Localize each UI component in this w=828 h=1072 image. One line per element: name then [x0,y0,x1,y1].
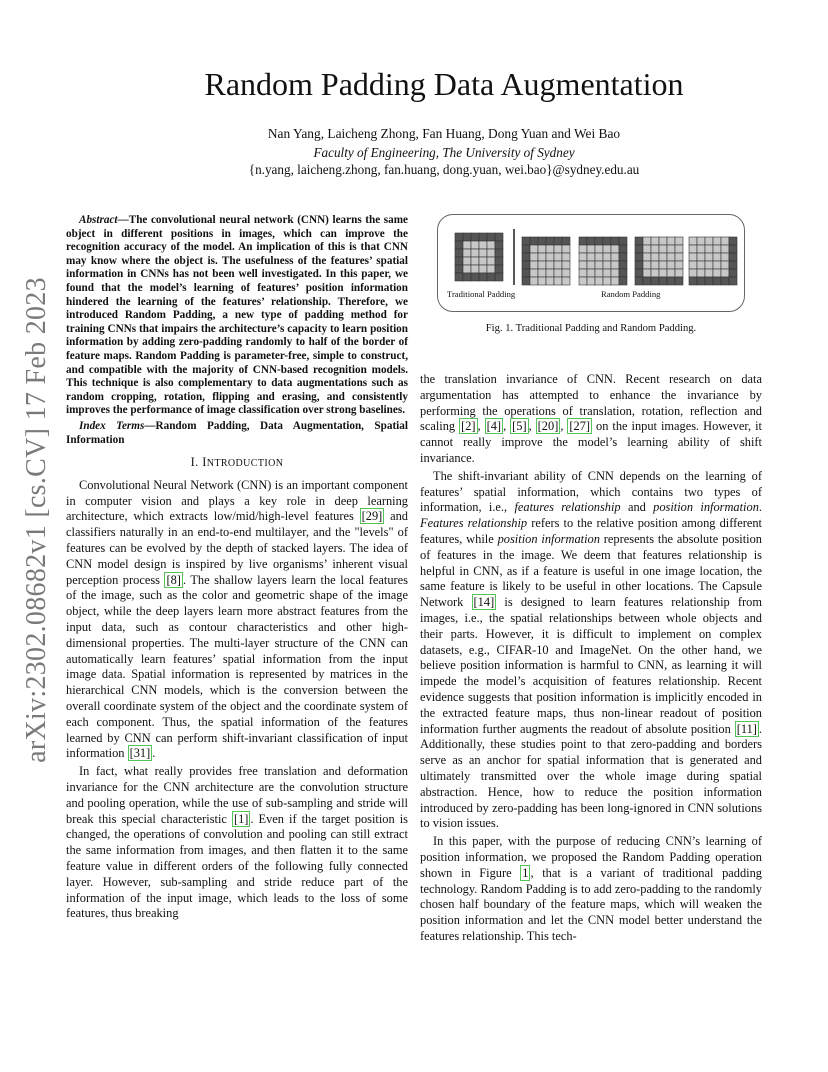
padding-cell [455,249,463,257]
feature-cell [471,265,479,273]
feature-cell [689,245,697,253]
padding-cell [635,237,643,245]
padding-cell [495,241,503,249]
padding-cell [595,237,603,245]
abstract: Abstract—The convolutional neural network (CNN) learns the same object in different positions in images, which can improve the recognition accuracy of the model. An implication of this is that CNN may know where the object is. The usefulness of the features’ spatial information in CNNs has not been well investigated. In this paper, we found that the model’s learning of features’ position information hindered the learning of the features’ relationship. Therefore, we introduced Random Padding, a new type of padding method for training CNNs that impairs the architecture’s capacity to learn position information by adding zero-padding randomly to half of the border of feature maps. Random Padding is parameter-free, simple to construct, and compatible with the majority of CNN-based recognition models. This technique is also complementary to data augmentations such as random cropping, rotation, flipping and erasing, and consistently improves the performance of image classification over strong baselines. [66,214,408,417]
section-heading-introduction: I. INTRODUCTION [190,455,284,470]
feature-cell [651,253,659,261]
feature-cell [675,261,683,269]
padding-cell [611,237,619,245]
feature-cell [643,253,651,261]
intro-paragraph-1: Convolutional Neural Network (CNN) is an important component in computer vision and plays a key role in deep learning architecture, which extracts low/mid/high-level features [29] and classifiers naturally in an end-to-end multilayer, and the "levels" of features can be evolved by the depth of stacked layers. The idea of CNN model design is inspired by live organisms’ inherent visual perception process [8] . The shallow layers learn the local features of the image, such as the color and geometric shape of the image object, while the deep layers learn more abstract features from the input data, such as contour characteristics and other high-dimensional properties. The multi-layer structure of the CNN can automatically learn features’ spatial information from the input image data. Spatial information is represented by matrices in the hierarchical CNN models, which is the conversion between the overall coordinate system of the object and the coordinate system of each component. Thus, the spatial information of the features learned by CNN can perform shift-invariant classification of input information [31] . [66,477,408,761]
feature-cell [651,269,659,277]
feature-cell [538,269,546,277]
padding-cell [487,233,495,241]
paper-title: Random Padding Data Augmentation [204,66,684,102]
figure-1-padding-diagram [437,214,745,312]
feature-cell [471,257,479,265]
padding-cell [643,277,651,285]
feature-cell [538,277,546,285]
padding-cell [603,237,611,245]
feature-cell [651,237,659,245]
feature-cell [463,249,471,257]
author-emails: {n.yang, laicheng.zhong, fan.huang, dong.yuan, wei.bao}@sydney.edu.au [248,162,640,177]
feature-cell [697,269,705,277]
feature-cell [562,245,570,253]
citation-link[interactable]: [27] [569,419,591,434]
feature-cell [659,261,667,269]
feature-cell [689,269,697,277]
feature-cell [603,245,611,253]
feature-cell [530,245,538,253]
feature-cell [530,261,538,269]
feature-cell [667,253,675,261]
padding-cell [463,273,471,281]
feature-cell [562,261,570,269]
feature-cell [487,257,495,265]
padding-cell [587,237,595,245]
feature-cell [595,269,603,277]
feature-cell [643,245,651,253]
padding-cell [729,237,737,245]
feature-cell [487,241,495,249]
padding-cell [471,233,479,241]
affiliation: Faculty of Engineering, The University of Sydney [313,145,575,160]
padding-cell [619,261,627,269]
figure-link[interactable]: 1 [522,865,529,880]
random-padding-label: Random Padding [601,289,661,299]
feature-cell [667,269,675,277]
feature-cell [595,277,603,285]
feature-cell [713,269,721,277]
padding-cell [729,253,737,261]
padding-cell [471,273,479,281]
feature-cell [689,253,697,261]
feature-cell [463,241,471,249]
feature-cell [595,245,603,253]
padding-cell [546,237,554,245]
feature-cell [479,241,487,249]
feature-cell [562,253,570,261]
padding-cell [495,249,503,257]
padding-cell [455,273,463,281]
padding-cell [619,253,627,261]
feature-cell [595,261,603,269]
feature-cell [651,261,659,269]
random-padding-grid-3 [635,237,683,285]
padding-cell [455,233,463,241]
index-terms: Index Terms—Random Padding, Data Augmentation, Spatial Information [66,419,408,446]
feature-cell [659,245,667,253]
figure-1-caption: Fig. 1. Traditional Padding and Random Padding. [485,323,697,334]
citation-link[interactable]: [11] [736,721,757,736]
feature-cell [713,261,721,269]
feature-cell [689,261,697,269]
padding-cell [721,277,729,285]
feature-cell [651,245,659,253]
padding-cell [522,245,530,253]
feature-cell [611,261,619,269]
traditional-padding-grid [455,233,503,281]
feature-cell [538,253,546,261]
padding-cell [619,237,627,245]
feature-cell [479,257,487,265]
padding-cell [479,273,487,281]
feature-cell [487,249,495,257]
feature-cell [697,245,705,253]
feature-cell [546,269,554,277]
padding-cell [562,237,570,245]
feature-cell [579,245,587,253]
padding-cell [619,245,627,253]
feature-cell [659,253,667,261]
padding-cell [651,277,659,285]
feature-cell [546,261,554,269]
feature-cell [562,269,570,277]
feature-cell [659,269,667,277]
feature-cell [675,269,683,277]
padding-cell [635,261,643,269]
feature-cell [587,277,595,285]
padding-cell [635,277,643,285]
feature-cell [587,261,595,269]
citation-link[interactable]: [20] [537,419,559,434]
feature-cell [471,241,479,249]
feature-cell [579,269,587,277]
feature-cell [579,261,587,269]
feature-cell [667,245,675,253]
padding-cell [729,277,737,285]
citation-link[interactable]: [5] [512,419,527,434]
padding-cell [635,245,643,253]
padding-cell [495,273,503,281]
padding-cell [455,257,463,265]
padding-cell [522,253,530,261]
feature-cell [697,237,705,245]
feature-cell [721,261,729,269]
feature-cell [659,237,667,245]
intro-paragraph-3: the translation invariance of CNN. Recent research on data argumentation has attempted to enhance the invariance by performing the operations of translation, rotation, reflection and scaling [2] , [4] , [5] , [20] , [27] on the input images. However, it cannot really improve the model’s learning ability of shift invariance. [420,372,762,465]
feature-cell [713,245,721,253]
padding-cell [729,269,737,277]
feature-cell [554,261,562,269]
padding-cell [729,261,737,269]
feature-cell [705,253,713,261]
feature-cell [705,269,713,277]
feature-cell [554,245,562,253]
feature-cell [705,237,713,245]
feature-cell [595,253,603,261]
feature-cell [675,237,683,245]
feature-cell [587,253,595,261]
random-padding-grid-4 [689,237,737,285]
feature-cell [463,265,471,273]
padding-cell [667,277,675,285]
padding-cell [619,277,627,285]
feature-cell [603,261,611,269]
feature-cell [611,245,619,253]
feature-cell [487,265,495,273]
traditional-padding-label: Traditional Padding [447,289,516,299]
padding-cell [635,269,643,277]
intro-paragraph-5: In this paper, with the purpose of reducing CNN’s learning of position information, we proposed the Random Padding operation shown in Figure 1 , that is a variant of traditional padding technology. Random Padding is to add zero-padding to the randomly chosen half boundary of the feature maps, which will weaken the position information and let the CNN model better understand the features relationship. This tech- [420,834,762,943]
padding-cell [495,233,503,241]
padding-cell [522,277,530,285]
feature-cell [554,269,562,277]
feature-cell [611,277,619,285]
feature-cell [463,257,471,265]
feature-cell [705,261,713,269]
feature-cell [611,269,619,277]
padding-cell [522,269,530,277]
feature-cell [479,249,487,257]
author-list: Nan Yang, Laicheng Zhong, Fan Huang, Dong Yuan and Wei Bao [267,126,621,141]
padding-cell [659,277,667,285]
feature-cell [546,245,554,253]
padding-cell [530,237,538,245]
padding-cell [689,277,697,285]
feature-cell [471,249,479,257]
padding-cell [729,245,737,253]
feature-cell [603,253,611,261]
arxiv-identifier: arXiv:2302.08682v1 [cs.CV] 17 Feb 2023 [21,277,52,763]
padding-cell [455,265,463,273]
padding-cell [538,237,546,245]
padding-cell [522,237,530,245]
feature-cell [579,253,587,261]
intro-paragraph-2: In fact, what really provides free translation and deformation invariance for the CNN architecture are the convolution structure and pooling operation, while the use of sub-sampling and stride will break this special characteristic [1] . Even if the target position is changed, the operations of convolution and pooling can still extract the same information from images, and then flatten it to the same feature value in different orders of the following fully connected layer. However, sub-sampling and stride reduce part of the information of the input image, which leads to the loss of some features, thus breaking [66,764,408,921]
feature-cell [538,245,546,253]
left-column [66,214,408,922]
feature-cell [530,253,538,261]
feature-cell [667,261,675,269]
feature-cell [587,269,595,277]
padding-cell [463,233,471,241]
padding-cell [635,253,643,261]
padding-cell [495,257,503,265]
citation-link[interactable]: [2] [461,419,476,434]
feature-cell [697,253,705,261]
feature-cell [689,237,697,245]
padding-cell [675,277,683,285]
padding-cell [619,269,627,277]
feature-cell [603,269,611,277]
feature-cell [721,253,729,261]
padding-cell [713,277,721,285]
feature-cell [579,277,587,285]
citation-link[interactable]: [8] [166,572,181,587]
padding-cell [479,233,487,241]
feature-cell [554,277,562,285]
intro-paragraph-4: The shift-invariant ability of CNN depends on the learning of features’ spatial information, which contains two types of information, i.e., features relationship and position information. Features relationship refers to the relative position among different features, while position information represents the absolute position of features in the image. We deem that features relationship is helpful in CNN, as if a feature is useful in one image location, the same feature is likely to be useful in other locations. The Capsule Network [14] is designed to learn features relationship from images, i.e., the spatial relationships between whole objects and their parts. However, it is difficult to implement on complex datasets, e.g., CIFAR-10 and ImageNet. On the other hand, we believe position information is harmful to CNN, as learning it will impede the model’s acquisition of features relationship. Recent evidence suggests that position information is implicitly encoded in the extracted feature maps, thus non-linear readout of position information further augments the readout of absolute position [11] . Additionally, these studies point to that zero-padding and borders serve as an anchor for spatial information that is generated and ultimately transmitted over the whole image during spatial abstraction. Hence, how to reduce the position information introduced by zero-padding has been long-ignored in CNN solutions to vision issues. [420,468,763,831]
feature-cell [554,253,562,261]
feature-cell [546,277,554,285]
feature-cell [667,237,675,245]
padding-cell [487,273,495,281]
feature-cell [721,245,729,253]
padding-cell [554,237,562,245]
feature-cell [721,237,729,245]
feature-cell [479,265,487,273]
feature-cell [611,253,619,261]
citation-link[interactable]: [1] [233,811,249,826]
feature-cell [530,269,538,277]
feature-cell [643,237,651,245]
padding-cell [705,277,713,285]
feature-cell [538,261,546,269]
citation-link[interactable]: [14] [473,595,495,610]
padding-cell [495,265,503,273]
random-padding-grid-2 [579,237,627,285]
citation-link[interactable]: [4] [486,419,502,434]
padding-cell [455,241,463,249]
feature-cell [587,245,595,253]
right-column [420,372,762,945]
citation-link[interactable]: [29] [361,509,383,524]
feature-cell [643,261,651,269]
feature-cell [643,269,651,277]
random-padding-grid-1 [522,237,570,285]
feature-cell [713,253,721,261]
feature-cell [546,253,554,261]
feature-cell [705,245,713,253]
feature-cell [562,277,570,285]
feature-cell [530,277,538,285]
citation-link[interactable]: [31] [129,746,151,761]
feature-cell [675,245,683,253]
padding-cell [579,237,587,245]
padding-cell [697,277,705,285]
feature-cell [603,277,611,285]
feature-cell [713,237,721,245]
feature-cell [721,269,729,277]
padding-cell [522,261,530,269]
feature-cell [675,253,683,261]
feature-cell [697,261,705,269]
